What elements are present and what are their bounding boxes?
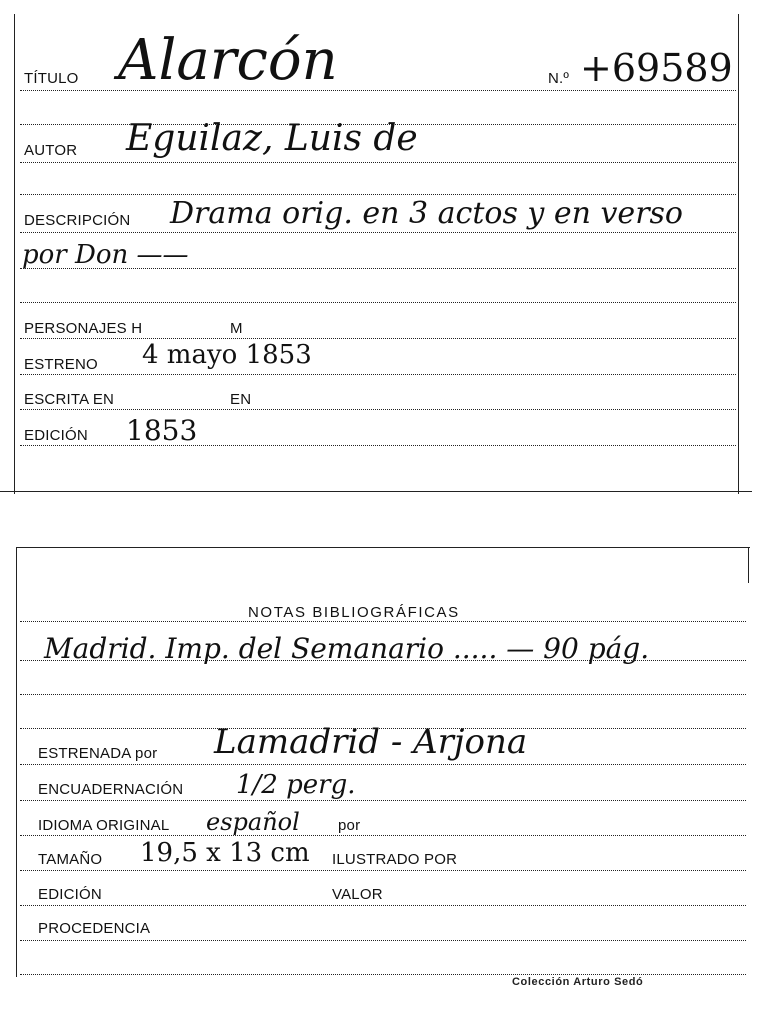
tamano-value: 19,5 x 13 cm bbox=[140, 838, 310, 868]
titulo-label: TÍTULO bbox=[24, 70, 79, 87]
notas-value: Madrid. Imp. del Semanario ..... — 90 pág. bbox=[44, 632, 650, 665]
procedencia-label: PROCEDENCIA bbox=[38, 920, 151, 937]
valor-label: VALOR bbox=[332, 886, 383, 903]
numero-value: +69589 bbox=[580, 46, 733, 90]
descripcion-label: DESCRIPCIÓN bbox=[24, 212, 131, 229]
procedencia-line bbox=[20, 940, 746, 941]
personajes-m-label: M bbox=[230, 320, 243, 337]
collection-footer: Colección Arturo Sedó bbox=[512, 976, 644, 988]
idioma-por-label: por bbox=[338, 817, 361, 834]
encuadernacion-line bbox=[20, 800, 746, 801]
estrenada-label: ESTRENADA por bbox=[38, 745, 158, 762]
blank-line-6 bbox=[20, 974, 746, 975]
numero-label: N.º bbox=[548, 70, 570, 87]
edicion2-line bbox=[20, 905, 746, 906]
estrenada-value: Lamadrid - Arjona bbox=[214, 722, 528, 762]
edicion-label: EDICIÓN bbox=[24, 427, 88, 444]
titulo-value: Alarcón bbox=[118, 28, 338, 93]
estrenada-line bbox=[20, 764, 746, 765]
card2-left-border bbox=[16, 547, 17, 977]
encuadernacion-value: 1/2 perg. bbox=[236, 770, 356, 800]
autor-label: AUTOR bbox=[24, 142, 78, 159]
heading-line bbox=[20, 621, 746, 622]
descripcion-value: Drama orig. en 3 actos y en verso bbox=[170, 196, 683, 231]
edicion2-label: EDICIÓN bbox=[38, 886, 102, 903]
edicion-value: 1853 bbox=[126, 414, 198, 447]
card2-top-border bbox=[16, 547, 750, 548]
idioma-label: IDIOMA ORIGINAL bbox=[38, 817, 170, 834]
escrita-en-label: EN bbox=[230, 391, 252, 408]
descripcion-value-continued: por Don —— bbox=[22, 240, 189, 270]
estreno-value: 4 mayo 1853 bbox=[142, 340, 312, 370]
escrita-label: ESCRITA EN bbox=[24, 391, 115, 408]
blank-line-4 bbox=[20, 694, 746, 695]
personajes-label: PERSONAJES H bbox=[24, 320, 143, 337]
idioma-value: español bbox=[206, 808, 300, 836]
idioma-line bbox=[20, 835, 746, 836]
notas-line bbox=[20, 660, 746, 661]
notas-heading: NOTAS BIBLIOGRÁFICAS bbox=[248, 604, 460, 621]
card2-right-border bbox=[748, 547, 749, 583]
tamano-label: TAMAÑO bbox=[38, 851, 103, 868]
ilustrado-label: ILUSTRADO POR bbox=[332, 851, 458, 868]
estreno-label: ESTRENO bbox=[24, 356, 98, 373]
tamano-line bbox=[20, 870, 746, 871]
encuadernacion-label: ENCUADERNACIÓN bbox=[38, 781, 184, 798]
autor-value: Eguilaz, Luis de bbox=[126, 118, 418, 159]
